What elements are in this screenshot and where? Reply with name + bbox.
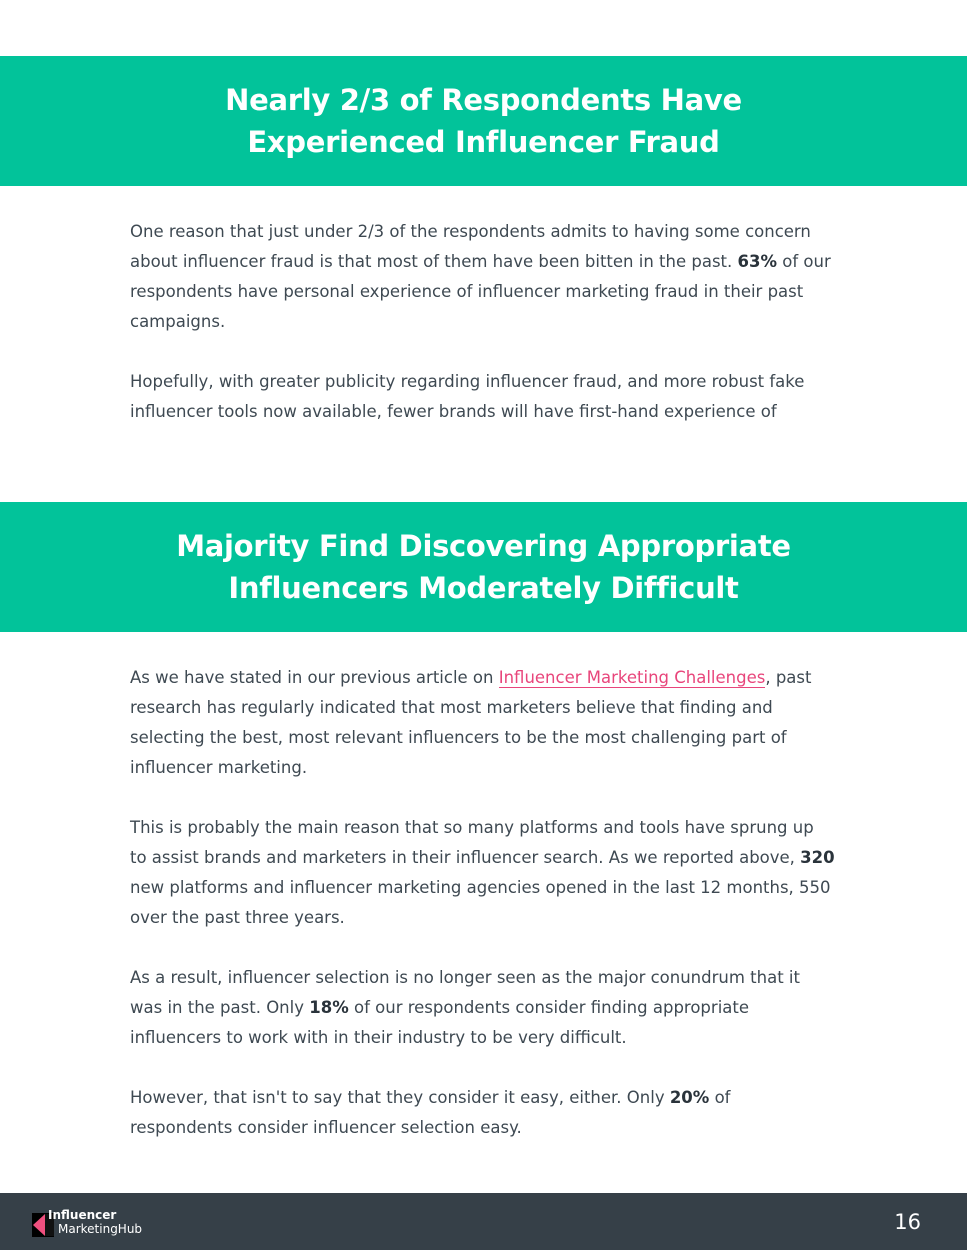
section-banner-fraud	[0, 56, 967, 186]
influencer-marketing-hub-logo	[31, 1209, 161, 1239]
text: This is probably the main reason that so many platforms and tools have sprung up to assist brands and marketers in their influencer search. As we reported above,	[130, 818, 814, 867]
text: However, that isn't to say that they consider it easy, either. Only	[130, 1088, 670, 1107]
logo-text-line1: Influencer	[48, 1208, 117, 1222]
page-number: 16	[894, 1210, 921, 1234]
stat-highlight: 18%	[309, 998, 349, 1017]
page-footer	[0, 1193, 967, 1250]
text: of respondents consider influencer selection easy.	[130, 1088, 731, 1137]
section-banner-discovery	[0, 502, 967, 632]
stat-highlight: 20%	[669, 1088, 710, 1107]
text: As we have stated in our previous article on	[130, 668, 499, 687]
paragraph	[130, 963, 835, 1053]
paragraph	[130, 813, 835, 933]
paragraph	[130, 663, 835, 783]
text: , past research has regularly indicated that most marketers believe that finding and selecting the best, most relevant influencers to be the most challenging part of influencer marketing.	[130, 668, 812, 777]
section-body-discovery	[130, 663, 835, 1173]
section-heading: Majority Find Discovering Appropriate Influencers Moderately Difficult	[176, 529, 791, 605]
challenges-article-link[interactable]: Influencer Marketing Challenges	[498, 668, 766, 687]
section-heading: Nearly 2/3 of Respondents Have Experienced Influencer Fraud	[225, 83, 742, 159]
text: One reason that just under 2/3 of the respondents admits to having some concern about influencer fraud is that most of them have been bitten in the past.	[130, 222, 811, 271]
paragraph	[130, 217, 835, 337]
text: of our respondents have personal experience of influencer marketing fraud in their past campaigns.	[130, 252, 831, 331]
section-body-fraud	[130, 217, 835, 457]
logo-text-line2: MarketingHub	[58, 1222, 143, 1236]
text: As a result, influencer selection is no longer seen as the major conundrum that it was in the past. Only	[130, 968, 800, 1017]
stat-highlight: 320	[800, 848, 835, 867]
paragraph: Hopefully, with greater publicity regarding influencer fraud, and more robust fake influencer tools now available, fewer brands will have first-hand experience of	[130, 372, 805, 421]
paragraph	[130, 1083, 835, 1143]
text: new platforms and influencer marketing agencies opened in the last 12 months, 550 over the past three years.	[130, 878, 831, 927]
stat-highlight: 63%	[737, 252, 777, 271]
text: of our respondents consider finding appropriate influencers to work with in their industry to be very difficult.	[130, 998, 750, 1047]
